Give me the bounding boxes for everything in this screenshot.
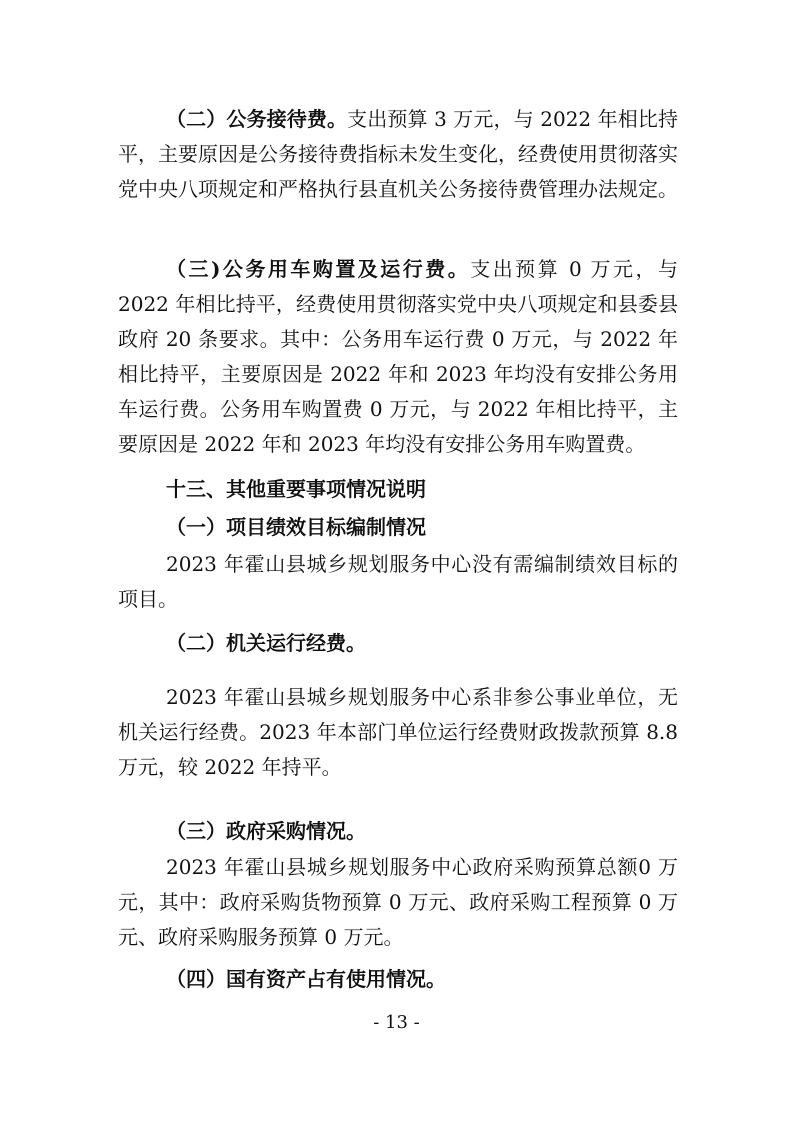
procurement-heading: （三）政府采购情况。 (166, 819, 366, 843)
performance-body: 2023 年霍山县城乡规划服务中心没有需编制绩效目标的项目。 (118, 552, 678, 611)
operating-body: 2023 年霍山县城乡规划服务中心系非参公事业单位，无机关运行经费。2023 年本部门单位运行经费财政拨款预算 8.8 万元，较 2022 年持平。 (118, 685, 678, 779)
vehicles-body: 支出预算 0 万元，与 2022 年相比持平，经费使用贯彻落实党中央八项规定和县委县政府 20 条要求。其中：公务用车运行费 0 万元，与 2022 年相比持平，主要原因是 2022 年和 2023 年均没有安排公务用车运行费。公务用车购置费 0 万元，与 2022 年相比持平，主要原因是 2022 年和 2023 年均没有安排公务用车购置费。 (118, 257, 678, 456)
hospitality-heading: （二）公务接待费。 (166, 107, 348, 131)
vehicles-heading: （三)公务用车购置及运行费。 (166, 257, 471, 281)
hospitality-paragraph (118, 102, 678, 207)
page-number: - 13 - (373, 1012, 420, 1033)
assets-heading: （四）国有资产占有使用情况。 (166, 967, 446, 991)
operating-heading: （二）机关运行经费。 (166, 631, 366, 655)
procurement-body: 2023 年霍山县城乡规划服务中心政府采购预算总额0 万元，其中：政府采购货物预算 0 万元、政府采购工程预算 0 万元、政府采购服务预算 0 万元。 (118, 855, 678, 949)
other-matters-title: 十三、其他重要事项情况说明 (166, 477, 426, 501)
vehicles-paragraph (118, 252, 678, 462)
performance-heading: （一）项目绩效目标编制情况 (166, 515, 426, 539)
hospitality-body: 支出预算 3 万元，与 2022 年相比持平，主要原因是公务接待费指标未发生变化，经费使用贯彻落实党中央八项规定和严格执行县直机关公务接待费管理办法规定。 (118, 107, 678, 201)
